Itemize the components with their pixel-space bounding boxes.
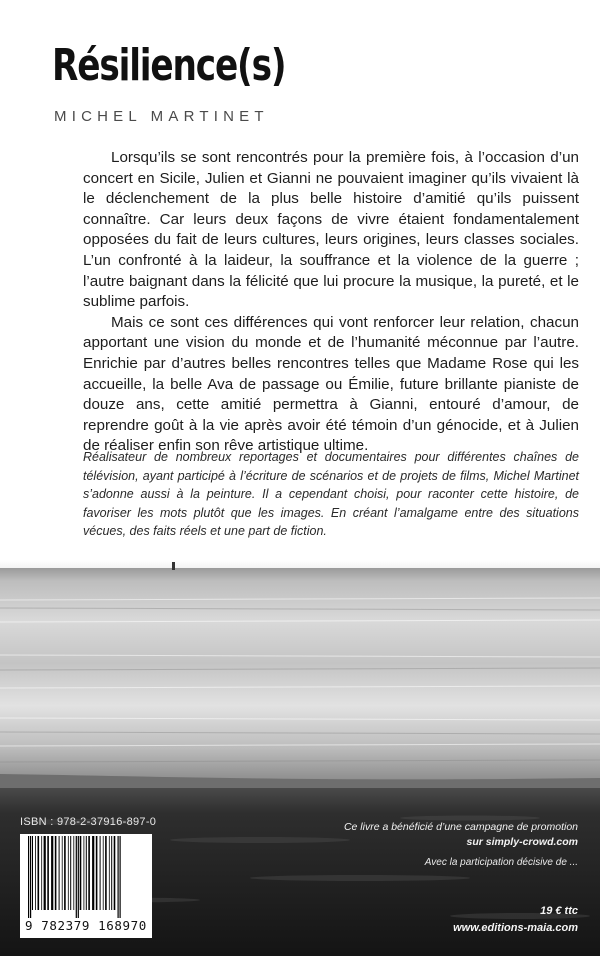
barcode-bars [20, 834, 152, 918]
promotion-line-1: Ce livre a bénéficié d’une campagne de promotion [343, 821, 578, 833]
promotion-line-2: sur simply-crowd.com [466, 836, 578, 848]
publisher-website: www.editions-maia.com [453, 922, 578, 934]
synopsis-paragraph-1: Lorsqu’ils se sont rencontrés pour la première fois, à l’occasion d’un concert en Sicile, Julien et Gianni ne pouvaient imaginer qu’ils vivaient là le déclenchement de la plus belle histoire d’amitié qu’ils puissent connaître. Car leurs deux façons de vivre étaient fondamentalement opposées du fait de leurs cultures, leurs origines, leurs classes sociales. L’un confronté à la laideur, la souffrance et la violence de la guerre ; l’autre baignant dans la félicité que lui procure la musique, la pureté, et le sublime parfois. [83, 149, 579, 311]
promotion-note [278, 820, 578, 850]
barcode-digits: 9 782379 168970 [25, 918, 147, 933]
author-bio-text: Réalisateur de nombreux reportages et documentaires pour différentes chaînes de télévision, ayant participé à l’écriture de scénarios et de projets de films, Michel Martinet s’adonne aussi à la peinture. Il a cependant choisi, pour raconter cette histoire, de favoriser les mots plutôt que les images. En créant l’amalgame entre des situations vécues, des faits réels et une part de fiction. [83, 450, 579, 539]
synopsis-paragraph-2: Mais ce sont ces différences qui vont renforcer leur relation, chacun apportant une vision du monde et de l’humanité méconnue par l’autre. Enrichie par d’autres belles rencontres telles que Madame Rose qui les accueille, la belle Ava de passage ou Émilie, future brillante pianiste de douze ans, cette amitié permettra à Gianni, entouré d’amour, de reprendre goût à la vie après avoir été témoin d’un génocide, et à Julien de réaliser enfin son rêve artistique ultime. [83, 313, 579, 455]
price-label: 19 € ttc [540, 905, 578, 917]
author-bio [83, 448, 579, 541]
synopsis [83, 148, 579, 457]
isbn-number: ISBN : 978-2-37916-897-0 [20, 816, 157, 828]
barcode [20, 834, 152, 938]
participation-note: Avec la participation décisive de ... [424, 857, 578, 868]
author-name: MICHEL MARTINET [54, 108, 269, 125]
book-title: Résilience(s) [52, 40, 286, 91]
